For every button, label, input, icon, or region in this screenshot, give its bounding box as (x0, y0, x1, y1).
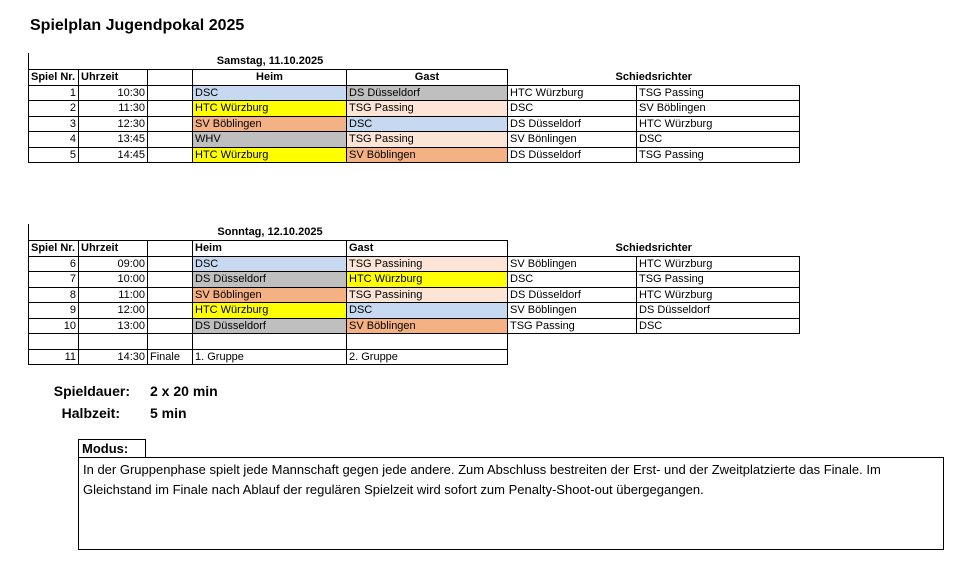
header-schiedsrichter: Schiedsrichter (615, 242, 692, 254)
cell-empty (508, 349, 637, 365)
cell-schiedsrichter-2: TSG Passing (637, 147, 800, 163)
day-title-sunday: Sonntag, 12.10.2025 (217, 226, 323, 238)
cell-heim: HTC Würzburg (193, 147, 347, 163)
cell-extra (148, 101, 193, 117)
cell-spiel-nr (29, 334, 79, 350)
header-uhrzeit: Uhrzeit (79, 241, 148, 257)
cell-schiedsrichter-1: DS Düsseldorf (508, 287, 637, 303)
header-gast: Gast (347, 70, 508, 86)
halftime-label: Halbzeit: (61, 405, 120, 421)
cell-spiel-nr: 8 (29, 287, 79, 303)
modus-label: Modus: (78, 439, 146, 457)
cell-schiedsrichter-1: DSC (508, 272, 637, 288)
cell-heim: 1. Gruppe (193, 349, 347, 365)
cell-spiel-nr: 4 (29, 132, 79, 148)
cell-gast: SV Böblingen (347, 318, 508, 334)
cell-heim: SV Böblingen (193, 116, 347, 132)
table-row (29, 318, 800, 334)
header-spiel-nr: Spiel Nr. (29, 241, 79, 257)
cell-schiedsrichter-2: DSC (637, 132, 800, 148)
cell-gast (347, 334, 508, 350)
cell-extra (148, 132, 193, 148)
cell-extra (148, 147, 193, 163)
header-schiedsrichter: Schiedsrichter (615, 71, 692, 83)
cell-empty (508, 334, 637, 350)
cell-empty (637, 349, 800, 365)
cell-uhrzeit: 09:00 (79, 256, 148, 272)
schedule-table-saturday (28, 69, 800, 163)
cell-schiedsrichter-2: HTC Würzburg (637, 287, 800, 303)
cell-extra (148, 334, 193, 350)
cell-heim: HTC Würzburg (193, 101, 347, 117)
cell-uhrzeit: 13:00 (79, 318, 148, 334)
cell-heim: DSC (193, 256, 347, 272)
cell-schiedsrichter-1: SV Böblingen (508, 256, 637, 272)
header-extra (148, 70, 193, 86)
cell-gast: TSG Passining (347, 287, 508, 303)
cell-uhrzeit: 12:30 (79, 116, 148, 132)
cell-gast: DSC (347, 303, 508, 319)
table-row (29, 147, 800, 163)
cell-schiedsrichter-2: HTC Würzburg (637, 116, 800, 132)
cell-uhrzeit: 10:00 (79, 272, 148, 288)
cell-extra (148, 287, 193, 303)
cell-uhrzeit: 10:30 (79, 85, 148, 101)
header-extra (148, 241, 193, 257)
table-row (29, 349, 800, 365)
table-row (29, 303, 800, 319)
cell-schiedsrichter-1: SV Böblingen (508, 303, 637, 319)
cell-spiel-nr: 10 (29, 318, 79, 334)
left-rule-day2 (28, 224, 29, 240)
cell-spiel-nr: 6 (29, 256, 79, 272)
cell-schiedsrichter-2: DS Düsseldorf (637, 303, 800, 319)
cell-heim: DSC (193, 85, 347, 101)
duration-value: 2 x 20 min (150, 383, 218, 399)
table-row (29, 287, 800, 303)
cell-gast: SV Böblingen (347, 147, 508, 163)
cell-extra: Finale (148, 349, 193, 365)
schedule-table-sunday (28, 240, 800, 365)
cell-extra (148, 85, 193, 101)
table-row (29, 116, 800, 132)
cell-gast: TSG Passing (347, 101, 508, 117)
cell-gast: 2. Gruppe (347, 349, 508, 365)
cell-schiedsrichter-2: DSC (637, 318, 800, 334)
table-row (29, 256, 800, 272)
table-row (29, 132, 800, 148)
cell-uhrzeit (79, 334, 148, 350)
table-row (29, 334, 800, 350)
cell-gast: DS Düsseldorf (347, 85, 508, 101)
cell-uhrzeit: 14:30 (79, 349, 148, 365)
cell-heim: WHV (193, 132, 347, 148)
cell-spiel-nr: 2 (29, 101, 79, 117)
table-row (29, 101, 800, 117)
header-heim: Heim (193, 241, 347, 257)
cell-uhrzeit: 14:45 (79, 147, 148, 163)
day-title-saturday: Samstag, 11.10.2025 (216, 55, 324, 67)
cell-extra (148, 303, 193, 319)
cell-uhrzeit: 11:00 (79, 287, 148, 303)
cell-schiedsrichter-2: SV Böblingen (637, 101, 800, 117)
cell-uhrzeit: 12:00 (79, 303, 148, 319)
cell-gast: TSG Passining (347, 256, 508, 272)
cell-empty (637, 334, 800, 350)
cell-schiedsrichter-1: DS Düsseldorf (508, 116, 637, 132)
header-spiel-nr: Spiel Nr. (29, 70, 79, 86)
cell-spiel-nr: 7 (29, 272, 79, 288)
cell-heim: DS Düsseldorf (193, 318, 347, 334)
cell-schiedsrichter-1: DS Düsseldorf (508, 147, 637, 163)
cell-spiel-nr: 3 (29, 116, 79, 132)
cell-uhrzeit: 13:45 (79, 132, 148, 148)
cell-schiedsrichter-2: HTC Würzburg (637, 256, 800, 272)
cell-extra (148, 116, 193, 132)
cell-heim: SV Böblingen (193, 287, 347, 303)
cell-schiedsrichter-1: TSG Passing (508, 318, 637, 334)
cell-gast: HTC Würzburg (347, 272, 508, 288)
cell-gast: DSC (347, 116, 508, 132)
header-row (29, 241, 800, 257)
modus-text: In der Gruppenphase spielt jede Mannschaft gegen jede andere. Zum Abschluss bestreiten der Erst- und der Zweitplatzierte das Finale. Im Gleichstand im Finale nach Ablauf der regulären Spielzeit wird sofort zum Penalty-Shoot-out übergegangen. (78, 457, 944, 550)
cell-schiedsrichter-2: TSG Passing (637, 272, 800, 288)
cell-schiedsrichter-1: HTC Würzburg (508, 85, 637, 101)
cell-heim (193, 334, 347, 350)
halftime-value: 5 min (150, 405, 187, 421)
table-row (29, 272, 800, 288)
page-title: Spielplan Jugendpokal 2025 (30, 17, 245, 34)
table-row (29, 85, 800, 101)
cell-spiel-nr: 9 (29, 303, 79, 319)
cell-extra (148, 256, 193, 272)
cell-spiel-nr: 11 (29, 349, 79, 365)
cell-schiedsrichter-1: DSC (508, 101, 637, 117)
cell-heim: HTC Würzburg (193, 303, 347, 319)
header-heim: Heim (193, 70, 347, 86)
header-row (29, 70, 800, 86)
header-gast: Gast (347, 241, 508, 257)
cell-schiedsrichter-2: TSG Passing (637, 85, 800, 101)
cell-heim: DS Düsseldorf (193, 272, 347, 288)
cell-spiel-nr: 1 (29, 85, 79, 101)
cell-extra (148, 272, 193, 288)
cell-spiel-nr: 5 (29, 147, 79, 163)
cell-gast: TSG Passing (347, 132, 508, 148)
left-rule-day1 (28, 53, 29, 69)
duration-label: Spieldauer: (53, 383, 130, 399)
cell-schiedsrichter-1: SV Bönlingen (508, 132, 637, 148)
header-uhrzeit: Uhrzeit (79, 70, 148, 86)
cell-extra (148, 318, 193, 334)
cell-uhrzeit: 11:30 (79, 101, 148, 117)
